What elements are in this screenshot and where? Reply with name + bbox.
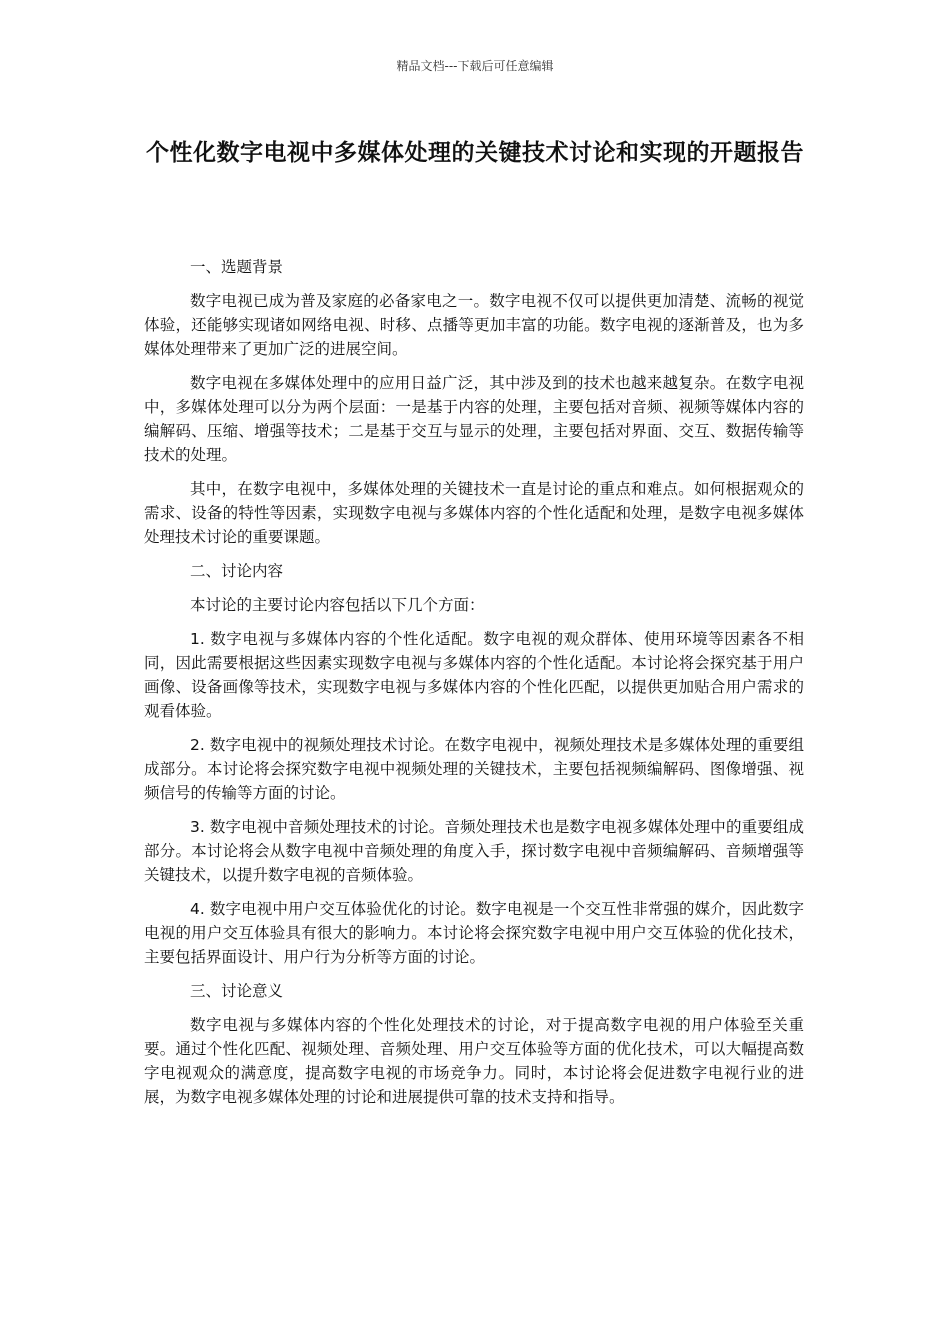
content-item-3: 3. 数字电视中音频处理技术的讨论。音频处理技术也是数字电视多媒体处理中的重要组成部分。本讨论将会从数字电视中音频处理的角度入手，探讨数字电视中音频编解码、音频增强等关键技术，以提升数字电视的音频体验。: [144, 818, 804, 884]
background-paragraph-3: 其中，在数字电视中，多媒体处理的关键技术一直是讨论的重点和难点。如何根据观众的需求、设备的特性等因素，实现数字电视与多媒体内容的个性化适配和处理，是数字电视多媒体处理技术讨论的重要课题。: [144, 480, 804, 546]
document-body: [144, 255, 804, 1119]
section-heading-content: 二、讨论内容: [190, 562, 284, 580]
section-heading-significance: 三、讨论意义: [190, 982, 284, 1000]
significance-paragraph: 数字电视与多媒体内容的个性化处理技术的讨论，对于提高数字电视的用户体验至关重要。通过个性化匹配、视频处理、音频处理、用户交互体验等方面的优化技术，可以大幅提高数字电视观众的满意度，提高数字电视的市场竞争力。同时，本讨论将会促进数字电视行业的进展，为数字电视多媒体处理的讨论和进展提供可靠的技术支持和指导。: [144, 1016, 804, 1106]
document-title: 个性化数字电视中多媒体处理的关键技术讨论和实现的开题报告: [146, 140, 804, 166]
content-intro-paragraph: 本讨论的主要讨论内容包括以下几个方面：: [190, 596, 485, 614]
background-paragraph-1: 数字电视已成为普及家庭的必备家电之一。数字电视不仅可以提供更加清楚、流畅的视觉体验，还能够实现诸如网络电视、时移、点播等更加丰富的功能。数字电视的逐渐普及，也为多媒体处理带来了更加广泛的进展空间。: [144, 292, 804, 358]
section-heading-background: 一、选题背景: [190, 258, 284, 276]
content-item-2: 2. 数字电视中的视频处理技术讨论。在数字电视中，视频处理技术是多媒体处理的重要组成部分。本讨论将会探究数字电视中视频处理的关键技术，主要包括视频编解码、图像增强、视频信号的传输等方面的讨论。: [144, 736, 804, 802]
page-header: 精品文档---下载后可任意编辑: [396, 59, 554, 73]
background-paragraph-2: 数字电视在多媒体处理中的应用日益广泛，其中涉及到的技术也越来越复杂。在数字电视中，多媒体处理可以分为两个层面：一是基于内容的处理，主要包括对音频、视频等媒体内容的编解码、压缩、增强等技术；二是基于交互与显示的处理，主要包括对界面、交互、数据传输等技术的处理。: [144, 374, 804, 464]
content-item-1: 1. 数字电视与多媒体内容的个性化适配。数字电视的观众群体、使用环境等因素各不相同，因此需要根据这些因素实现数字电视与多媒体内容的个性化适配。本讨论将会探究基于用户画像、设备画像等技术，实现数字电视与多媒体内容的个性化匹配，以提供更加贴合用户需求的观看体验。: [144, 630, 804, 720]
content-item-4: 4. 数字电视中用户交互体验优化的讨论。数字电视是一个交互性非常强的媒介，因此数字电视的用户交互体验具有很大的影响力。本讨论将会探究数字电视中用户交互体验的优化技术，主要包括界面设计、用户行为分析等方面的讨论。: [144, 900, 804, 966]
